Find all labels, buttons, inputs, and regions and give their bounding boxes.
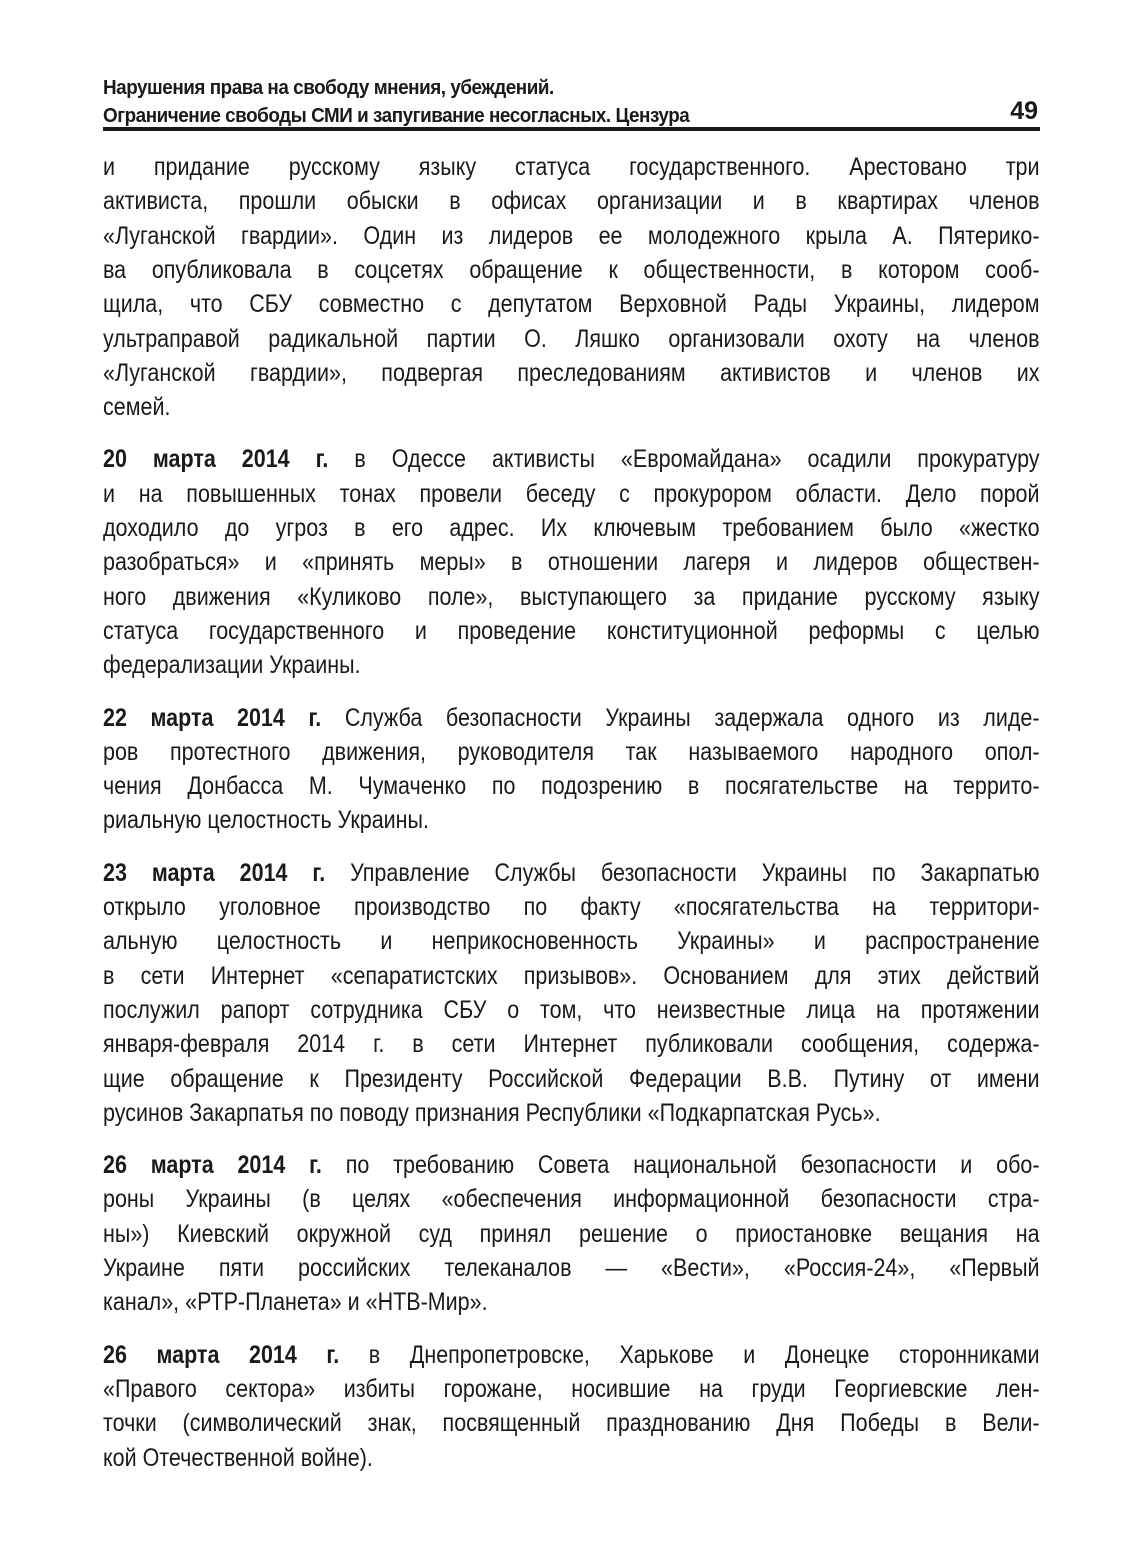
text-line [103,614,1040,648]
line-text: в сети Интернет «сепаратистских призывов». Основанием для этих действий [103,961,1040,990]
line-text: января-февраля 2014 г. в сети Интернет публиковали сообщения, содержа- [103,1030,1040,1059]
text-line [103,856,1040,890]
text-line [103,442,1040,476]
text-line [103,701,1040,735]
line-text: кой Отечественной войне). [103,1443,373,1472]
text-line [103,735,1040,769]
page-number: 49 [1010,97,1038,125]
text-line [103,253,1040,287]
entry-date: 26 марта 2014 г. [103,1340,340,1369]
text-line [103,390,1040,424]
line-text: разобраться» и «принять меры» в отношении лагеря и лидеров обществен- [103,548,1040,577]
line-text: ва опубликовала в соцсетях обращение к общественности, в котором сооб- [103,255,1040,284]
text-line [103,219,1040,253]
line-text: канал», «РТР-Планета» и «НТВ-Мир». [103,1288,488,1317]
line-text: открыло уголовное производство по факту «посягательства на территори- [103,893,1040,921]
line-text: альную целостность и неприкосновенность Украины» и распространение [103,927,1040,956]
line-text: ультраправой радикальной партии О. Ляшко организовали охоту на членов [103,324,1040,353]
line-text: риальную целостность Украины. [103,806,429,835]
text-line [103,993,1040,1027]
text-line [103,580,1040,614]
line-text: и придание русскому языку статуса государственного. Арестовано три [103,153,1040,181]
line-text: в Днепропетровске, Харькове и Донецке сторонниками [339,1340,1040,1369]
header-title-line-1: Нарушения права на свободу мнения, убеждений. [103,76,554,99]
line-text: Служба безопасности Украины задержала одного из лиде- [321,703,1040,732]
line-text: доходило до угроз в его адрес. Их ключевым требованием было «жестко [103,514,1040,542]
text-line [103,1182,1040,1216]
text-line [103,322,1040,356]
text-line [103,924,1040,958]
line-text: ного движения «Куликово поле», выступающего за придание русскому языку [103,582,1040,611]
text-line [103,356,1040,390]
entry-date: 20 марта 2014 г. [103,445,329,474]
text-line [103,1096,1040,1130]
line-text: ров протестного движения, руководителя так называемого народного опол- [103,737,1040,766]
text-line [103,1372,1040,1406]
line-text: ны») Киевский окружной суд принял решение о приостановке вещания на [103,1219,1040,1248]
text-line [103,1406,1040,1440]
text-line [103,150,1040,184]
line-text: статуса государственного и проведение конституционной реформы с целью [103,616,1040,645]
text-line [103,959,1040,993]
line-text: и на повышенных тонах провели беседу с прокурором области. Дело порой [103,479,1040,508]
line-text: по требованию Совета национальной безопасности и обо- [321,1151,1040,1180]
text-line [103,1285,1040,1319]
text-line [103,1338,1040,1372]
line-text: семей. [103,393,171,422]
text-line [103,648,1040,682]
text-line [103,1217,1040,1251]
text-line [103,1251,1040,1285]
text-line [103,545,1040,579]
line-text: «Луганской гвардии», подвергая преследованиям активистов и членов их [103,358,1040,387]
line-text: «Луганской гвардии». Один из лидеров ее молодежного крыла А. Пятерико- [103,221,1040,250]
text-line [103,769,1040,803]
text-line [103,890,1040,924]
line-text: «Правого сектора» избиты горожане, носившие на груди Георгиевские лен- [103,1374,1040,1403]
line-text: точки (символический знак, посвященный празднованию Дня Победы в Вели- [103,1409,1040,1438]
text-line [103,1062,1040,1096]
entry-date: 23 марта 2014 г. [103,858,326,887]
line-text: послужил рапорт сотрудника СБУ о том, что неизвестные лица на протяжении [103,995,1040,1024]
running-header [103,74,1040,130]
line-text: активиста, прошли обыски в офисах организации и в квартирах членов [103,187,1040,216]
text-line [103,1441,1040,1475]
text-line [103,803,1040,837]
text-line [103,287,1040,321]
text-line [103,1148,1040,1182]
text-line [103,511,1040,545]
line-text: русинов Закарпатья по поводу признания Республики «Подкарпатская Русь». [103,1098,881,1127]
entry-date: 22 марта 2014 г. [103,703,322,732]
line-text: роны Украины (в целях «обеспечения информационной безопасности стра- [103,1185,1040,1214]
line-text: щила, что СБУ совместно с депутатом Верховной Рады Украины, лидером [103,290,1040,319]
text-line [103,1027,1040,1061]
line-text: в Одессе активисты «Евромайдана» осадили прокуратуру [328,445,1040,474]
header-title-line-2: Ограничение свободы СМИ и запугивание несогласных. Цензура [103,104,690,127]
text-line [103,477,1040,511]
line-text: щие обращение к Президенту Российской Федерации В.В. Путину от имени [103,1064,1040,1093]
line-text: чения Донбасса М. Чумаченко по подозрению в посягательстве на террито- [103,772,1040,801]
line-text: Управление Службы безопасности Украины по Закарпатью [325,858,1040,887]
header-rule [103,127,1040,131]
line-text: федерализации Украины. [103,651,361,680]
line-text: Украине пяти российских телеканалов — «Вести», «Россия-24», «Первый [103,1254,1040,1282]
text-line [103,184,1040,218]
entry-date: 26 марта 2014 г. [103,1151,322,1180]
